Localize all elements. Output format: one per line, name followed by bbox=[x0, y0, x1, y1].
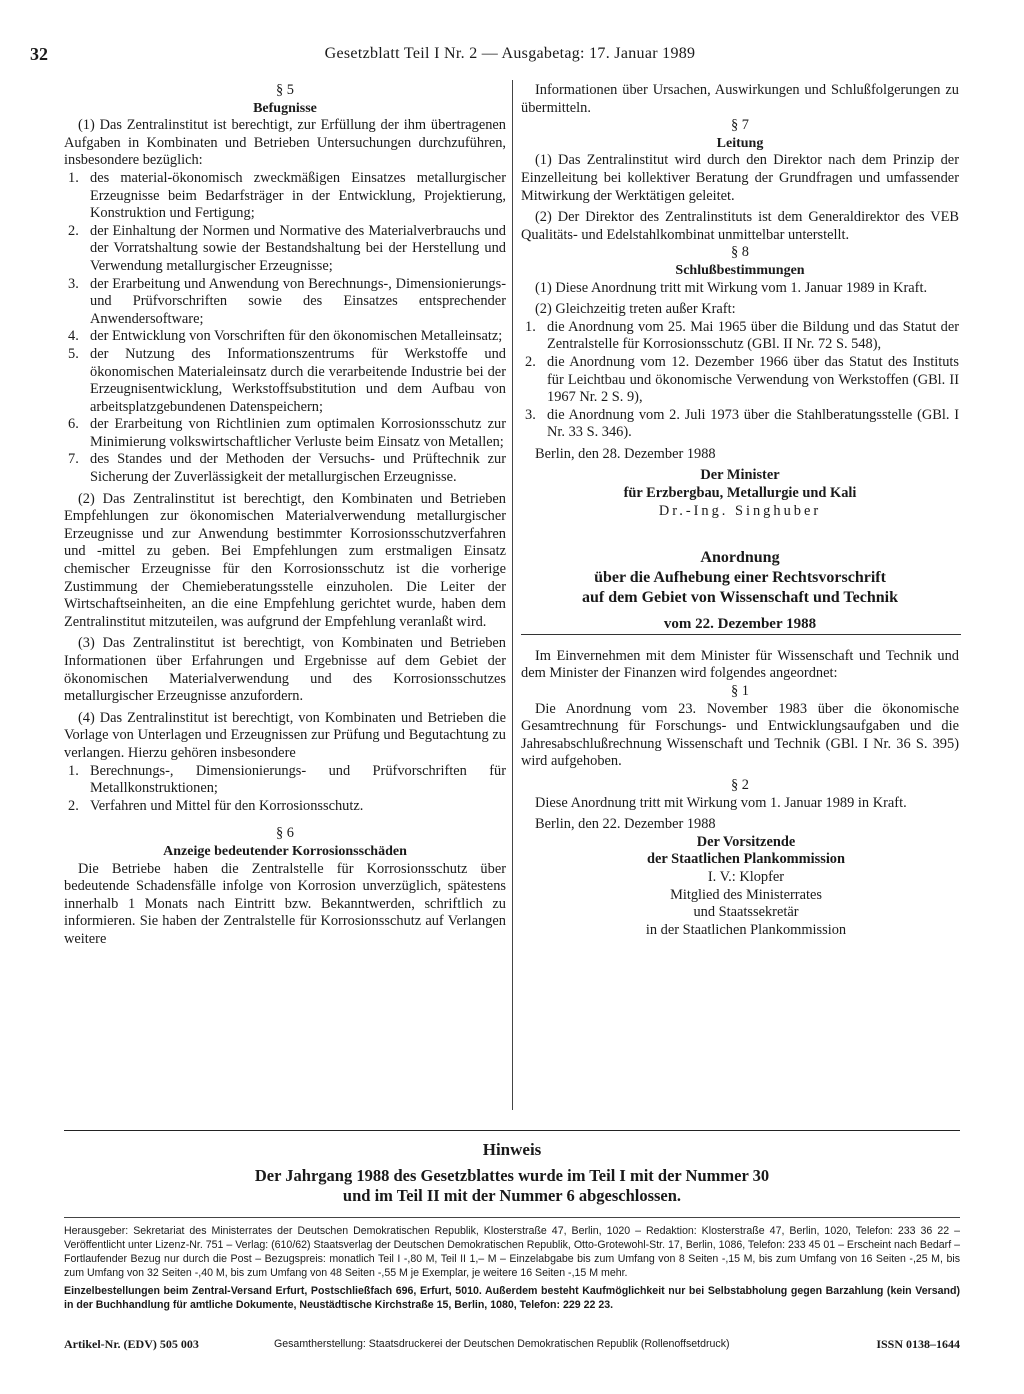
paragraph: (1) Diese Anordnung tritt mit Wirkung vom 1. Januar 1989 in Kraft. bbox=[535, 279, 928, 296]
list-item: 1. des material-ökonomisch zweckmäßigen Einsatzes metallurgischer Erzeugnisse beim Bedarfsträger in der Entwicklung, Projektierung, Konstruktion und Fertigung; bbox=[68, 169, 506, 222]
section-number: § 7 bbox=[731, 117, 749, 134]
paragraph: Die Anordnung vom 23. November 1983 über die ökonomische Gesamtrechnung für Forschungs- und Entwicklungsaufgaben und die Jahresabschlußrechnung Wissenschaft und Technik (GBl. I Nr. 36 S. 395) wird aufgehoben. bbox=[521, 700, 959, 770]
list-item: 3. der Erarbeitung und Anwendung von Berechnungs-, Dimensionierungs- und Prüfvorschriften sowie des Einsatzes entsprechender Anwendersoftware; bbox=[68, 275, 506, 327]
list-item: 1. Berechnungs-, Dimensionierungs- und Prüfvorschriften für Metallkonstruktionen; bbox=[68, 762, 506, 797]
article-number: Artikel-Nr. (EDV) 505 003 bbox=[64, 1337, 199, 1351]
numbered-list bbox=[521, 319, 959, 442]
notice-line: und im Teil II mit der Nummer 6 abgeschlossen. bbox=[342, 1186, 682, 1205]
divider bbox=[64, 1130, 960, 1131]
paragraph: Diese Anordnung tritt mit Wirkung vom 1. Januar 1989 in Kraft. bbox=[535, 794, 907, 811]
section-title: Schlußbestimmungen bbox=[675, 262, 805, 278]
numbered-list bbox=[64, 170, 506, 487]
section-title: Leitung bbox=[716, 135, 764, 151]
signatory-title: Der Minister bbox=[700, 467, 780, 484]
ordinance-title: Anordnung über die Aufhebung einer Rechtsvorschrift auf dem Gebiet von Wissenschaft und Technik bbox=[582, 549, 898, 607]
paragraph: Informationen über Ursachen, Auswirkungen und Schlußfolgerungen zu übermitteln. bbox=[521, 82, 959, 116]
imprint bbox=[64, 1224, 960, 1312]
signature-block bbox=[521, 467, 959, 520]
section-number: § 5 bbox=[276, 82, 294, 98]
ordinance-date: vom 22. Dezember 1988 bbox=[663, 616, 817, 633]
right-column bbox=[521, 82, 959, 939]
list-item: 6. der Erarbeitung von Richtlinien zum optimalen Korrosionsschutz zur Minimierung volkswirtschaftlicher Verluste beim Einsatz von Metallen; bbox=[68, 416, 506, 450]
printer-info: Gesamtherstellung: Staatsdruckerei der Deutschen Demokratischen Republik (Rollenoffsetdruck) bbox=[274, 1338, 730, 1350]
notice-block bbox=[64, 1140, 960, 1206]
paragraph: Die Betriebe haben die Zentralstelle für Korrosionsschutz über bedeutende Schadensfälle infolge von Korrosion unverzüglich, spätestens innerhalb 1 Monats nach Eintritt bzw. Bekanntwerden, schriftlich zu informieren. Sie haben der Zentralstelle für Korrosionsschutz auf Verlangen weitere bbox=[64, 860, 506, 947]
section-divider bbox=[521, 634, 961, 635]
numbered-list bbox=[64, 763, 506, 816]
ordering-info: Einzelbestellungen beim Zentral-Versand Erfurt, Postschließfach 696, Erfurt, 5010. Außerdem besteht Kaufmöglichkeit nur bei Selbstabholung gegen Barzahlung (kein Versand) in der Buchhandlung für amtliche Dokumente, Neustädtische Kirchstraße 15, Berlin, 1080, Telefon: 229 22 23. bbox=[64, 1285, 960, 1311]
paragraph: (2) Das Zentralinstitut ist berechtigt, den Kombinaten und Betrieben Empfehlungen zur ökonomischen Materialverwendung metallurgischer Erzeugnisse und zur Anwendung bestimmter Korrosionsschutzverfahren und -mittel zu geben. Bei Empfehlungen zum erstmaligen Einsatz chemischer Erzeugnisse für den Korrosionsschutz ist die vorherige Zustimmung der Chemieberatungsstelle einzuholen. Die Leiter der Wirtschaftseinheiten, an die eine Empfehlung gerichtet wurde, haben dem Zentralinstitut mitzuteilen, was aufgrund der Empfehlung veranlaßt wird. bbox=[64, 490, 506, 630]
section-number: § 2 bbox=[731, 777, 749, 793]
signatory-name: Dr.-Ing. Singhuber bbox=[658, 502, 822, 519]
place-date: Berlin, den 22. Dezember 1988 bbox=[535, 816, 716, 833]
signatory-title: für Erzbergbau, Metallurgie und Kali bbox=[623, 485, 857, 502]
issn: ISSN 0138–1644 bbox=[876, 1337, 960, 1351]
signature-block: Der Vorsitzende der Staatlichen Plankommission I. V.: Klopfer Mitglied des Ministerrates und Staatssekretär in der Staatlichen Plankommission bbox=[645, 833, 847, 938]
place-date: Berlin, den 28. Dezember 1988 bbox=[535, 445, 716, 462]
left-column bbox=[64, 82, 506, 949]
running-head: Gesetzblatt Teil I Nr. 2 — Ausgabetag: 17. Januar 1989 bbox=[324, 45, 696, 62]
page-number: 32 bbox=[30, 44, 48, 64]
notice-title: Hinweis bbox=[482, 1140, 542, 1159]
section-number: § 6 bbox=[276, 825, 294, 842]
section-number: § 8 bbox=[731, 244, 749, 261]
list-item: 4. der Entwicklung von Vorschriften für den ökonomischen Metalleinsatz; bbox=[68, 328, 503, 345]
section-title: Befugnisse bbox=[253, 100, 317, 116]
paragraph: (4) Das Zentralinstitut ist berechtigt, von Kombinaten und Betrieben die Vorlage von Unterlagen und Erzeugnissen zur Prüfung und Begutachtung zu verlangen. Hierzu gehören insbesondere bbox=[64, 709, 506, 761]
paragraph: (2) Der Direktor des Zentralinstituts ist dem Generaldirektor des VEB Qualitäts- und Edelstahlkombinat unmittelbar unterstellt. bbox=[521, 209, 959, 243]
paragraph: Im Einvernehmen mit dem Minister für Wissenschaft und Technik und dem Minister der Finanzen wird folgendes angeordnet: bbox=[521, 647, 959, 682]
list-item: 3. die Anordnung vom 2. Juli 1973 über die Stahlberatungsstelle (GBl. I Nr. 33 S. 346). bbox=[525, 406, 959, 441]
paragraph: (2) Gleichzeitig treten außer Kraft: bbox=[535, 301, 736, 318]
list-item: 2. Verfahren und Mittel für den Korrosionsschutz. bbox=[68, 797, 364, 814]
paragraph: (1) Das Zentralinstitut ist berechtigt, zur Erfüllung der ihm übertragenen Aufgaben in Kombinaten und Betrieben Untersuchungen durchzuführen, insbesondere bezüglich: bbox=[64, 117, 506, 169]
section-title: Anzeige bedeutender Korrosionsschäden bbox=[163, 843, 407, 859]
section-number: § 1 bbox=[731, 683, 749, 700]
list-item: 2. die Anordnung vom 12. Dezember 1966 über das Statut des Instituts für Leichtbau und ökonomische Verwendung von Werkstoffen (GBl. II 1967 Nr. 2 S. 9), bbox=[525, 353, 959, 406]
imprint-text: Herausgeber: Sekretariat des Ministerrates der Deutschen Demokratischen Republik, Klosterstraße 47, Berlin, 1020 – Redaktion: Klosterstraße 47, Berlin, 1020, Telefon: 233 36 22 – Veröffentlicht unter Lizenz-Nr. 751 – Verlag: (610/62) Staatsverlag der Deutschen Demokratischen Republik, Otto-Grotewohl-Str. 17, Berlin, 1086, Telefon: 233 45 01 – Erscheint nach Bedarf – Fortlaufender Bezug nur durch die Post – Bezugspreis: monatlich Teil I -,80 M, Teil II 1,– M – Einzelabgabe bis zum Umfang von 8 Seiten -,15 M, bis zum Umfang von 16 Seiten -,25 M, bis zum Umfang von 32 Seiten -,40 M, bis zum Umfang von 48 Seiten -,55 M je Exemplar, je weitere 16 Seiten -,15 M mehr. bbox=[64, 1225, 960, 1279]
paragraph: (3) Das Zentralinstitut ist berechtigt, von Kombinaten und Betrieben Informationen über Erfahrungen und Ergebnisse auf dem Gebiet der ökonomischen Materialverwendung und des Korrosionsschutzes metallurgischer Erzeugnisse anzufordern. bbox=[64, 635, 506, 705]
list-item: 2. der Einhaltung der Normen und Normative des Materialverbrauchs und der Vorratshaltung sowie der Bestandshaltung bei der Herstellung und Verwendung metallurgischer Erzeugnisse; bbox=[68, 222, 506, 274]
column-divider bbox=[512, 80, 513, 1110]
list-item: 7. des Standes und der Methoden der Versuchs- und Prüftechnik zur Sicherung der Zuverlässigkeit der metallurgischen Erzeugnisse. bbox=[68, 451, 506, 486]
footer-divider bbox=[64, 1217, 960, 1218]
footer-line bbox=[64, 1337, 960, 1352]
paragraph: (1) Das Zentralinstitut wird durch den Direktor nach dem Prinzip der Einzelleitung bei kollektiver Beratung der Grundfragen und umfassender Mitwirkung der Werktätigen geleitet. bbox=[521, 152, 959, 204]
list-item: 1. die Anordnung vom 25. Mai 1965 über die Bildung und das Statut der Zentralstelle für Korrosionsschutz (GBl. II Nr. 72 S. 548), bbox=[525, 318, 959, 353]
notice-line: Der Jahrgang 1988 des Gesetzblattes wurde im Teil I mit der Nummer 30 bbox=[254, 1166, 770, 1185]
page-header bbox=[30, 44, 990, 68]
list-item: 5. der Nutzung des Informationszentrums für Werkstoffe und ökonomischen Materialeinsatz durch die verarbeitende Industrie bei der Erzeugnisentwicklung, Werkstoffsubstitution und dem Aufbau von arbeitsplatzgebundenen Datenspeichern; bbox=[68, 345, 506, 415]
